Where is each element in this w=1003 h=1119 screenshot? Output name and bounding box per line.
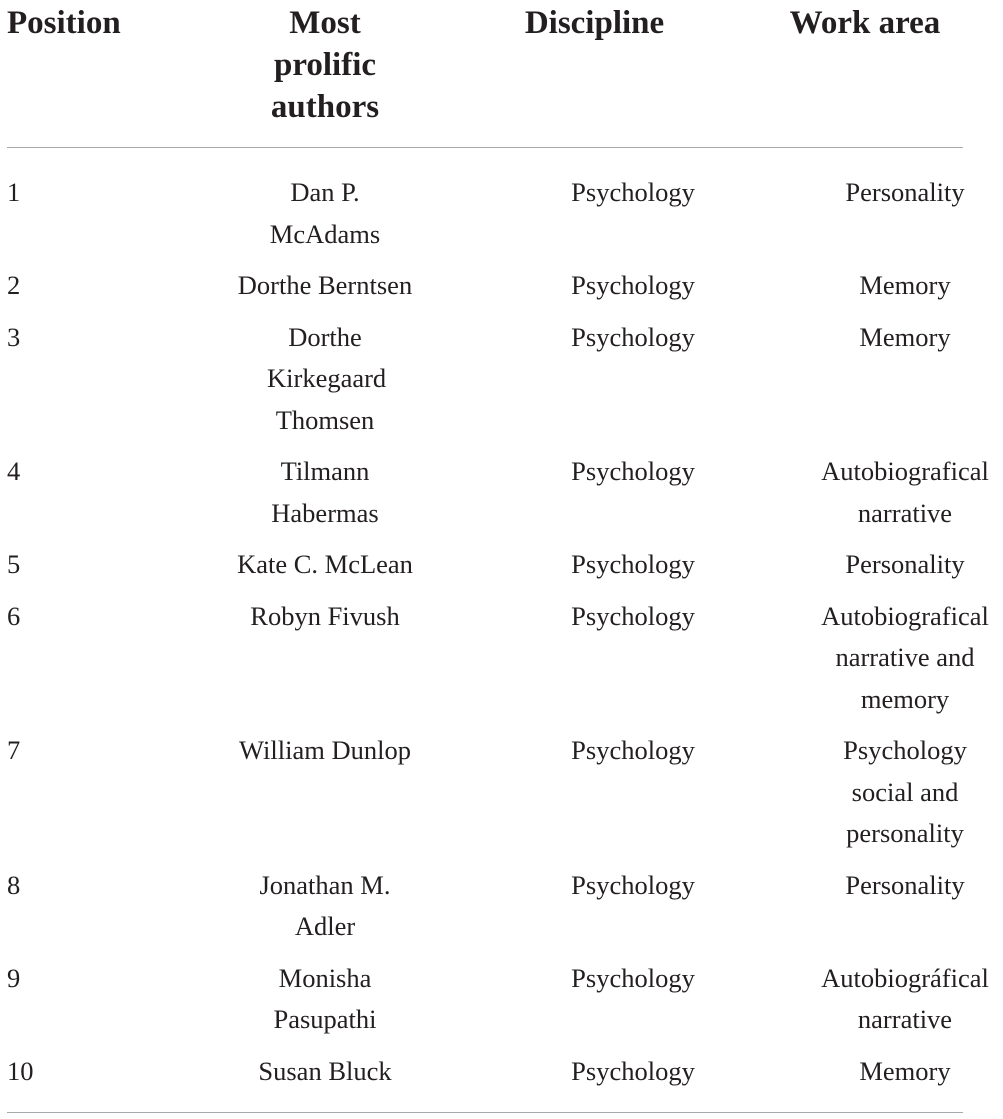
table-row [7, 865, 963, 958]
cell-author: Susan Bluck [258, 1055, 392, 1086]
cell-author: Dorthe Kirkegaard Thomsen [267, 321, 387, 435]
cell-discipline: Psychology [571, 321, 695, 352]
cell-position: 6 [7, 600, 21, 631]
cell-discipline: Psychology [571, 549, 695, 579]
authors-table [7, 0, 989, 1102]
cell-work-area: Autobiografical narrative and memory [821, 600, 989, 714]
table-row [7, 730, 967, 865]
header-discipline: Discipline [524, 5, 665, 41]
cell-work-area: Autobiográfical narrative [821, 962, 989, 1034]
header-work-area: Work area [789, 5, 941, 41]
table-row [7, 596, 989, 731]
cell-work-area: Psychology social and personality [843, 735, 967, 848]
table-row [7, 958, 989, 1051]
cell-position: 9 [7, 962, 21, 993]
cell-position: 1 [7, 177, 21, 207]
cell-discipline: Psychology [571, 456, 695, 486]
cell-author: Jonathan M. Adler [259, 869, 391, 941]
table-row [7, 1051, 963, 1103]
cell-work-area: Personality [845, 177, 965, 207]
cell-position: 8 [7, 869, 21, 900]
cell-author: Robyn Fivush [250, 600, 400, 631]
table-row [7, 172, 963, 265]
cell-author: Tilmann Habermas [271, 456, 379, 528]
header-authors: Most prolific authors [270, 5, 380, 125]
header-position: Position [7, 5, 121, 41]
cell-discipline: Psychology [571, 177, 695, 207]
cell-position: 4 [7, 456, 21, 486]
cell-work-area: Memory [859, 321, 951, 352]
cell-author: Dorthe Berntsen [237, 270, 413, 300]
cell-position: 3 [7, 321, 21, 352]
cell-discipline: Psychology [571, 962, 695, 993]
table-header [7, 0, 963, 148]
cell-discipline: Psychology [571, 869, 695, 900]
cell-discipline: Psychology [571, 735, 695, 765]
cell-work-area: Autobiografical narrative [821, 456, 989, 528]
cell-author: Kate C. McLean [237, 549, 413, 579]
table-row [7, 451, 989, 544]
cell-author: William Dunlop [239, 735, 411, 765]
cell-discipline: Psychology [571, 600, 695, 631]
cell-author: Dan P. McAdams [269, 177, 381, 249]
table-bottom-rule [7, 1112, 963, 1113]
cell-work-area: Memory [859, 1055, 951, 1086]
cell-position: 10 [7, 1055, 34, 1086]
cell-position: 7 [7, 735, 21, 765]
cell-discipline: Psychology [571, 1055, 695, 1086]
table-body [7, 148, 989, 1102]
cell-work-area: Personality [845, 869, 965, 900]
cell-position: 5 [7, 549, 21, 579]
cell-position: 2 [7, 270, 21, 300]
cell-work-area: Personality [845, 549, 965, 579]
cell-author: Monisha Pasupathi [273, 962, 377, 1034]
table-row [7, 544, 963, 596]
table-row [7, 265, 963, 317]
cell-discipline: Psychology [571, 270, 695, 300]
cell-work-area: Memory [859, 270, 951, 300]
table-row [7, 317, 963, 452]
